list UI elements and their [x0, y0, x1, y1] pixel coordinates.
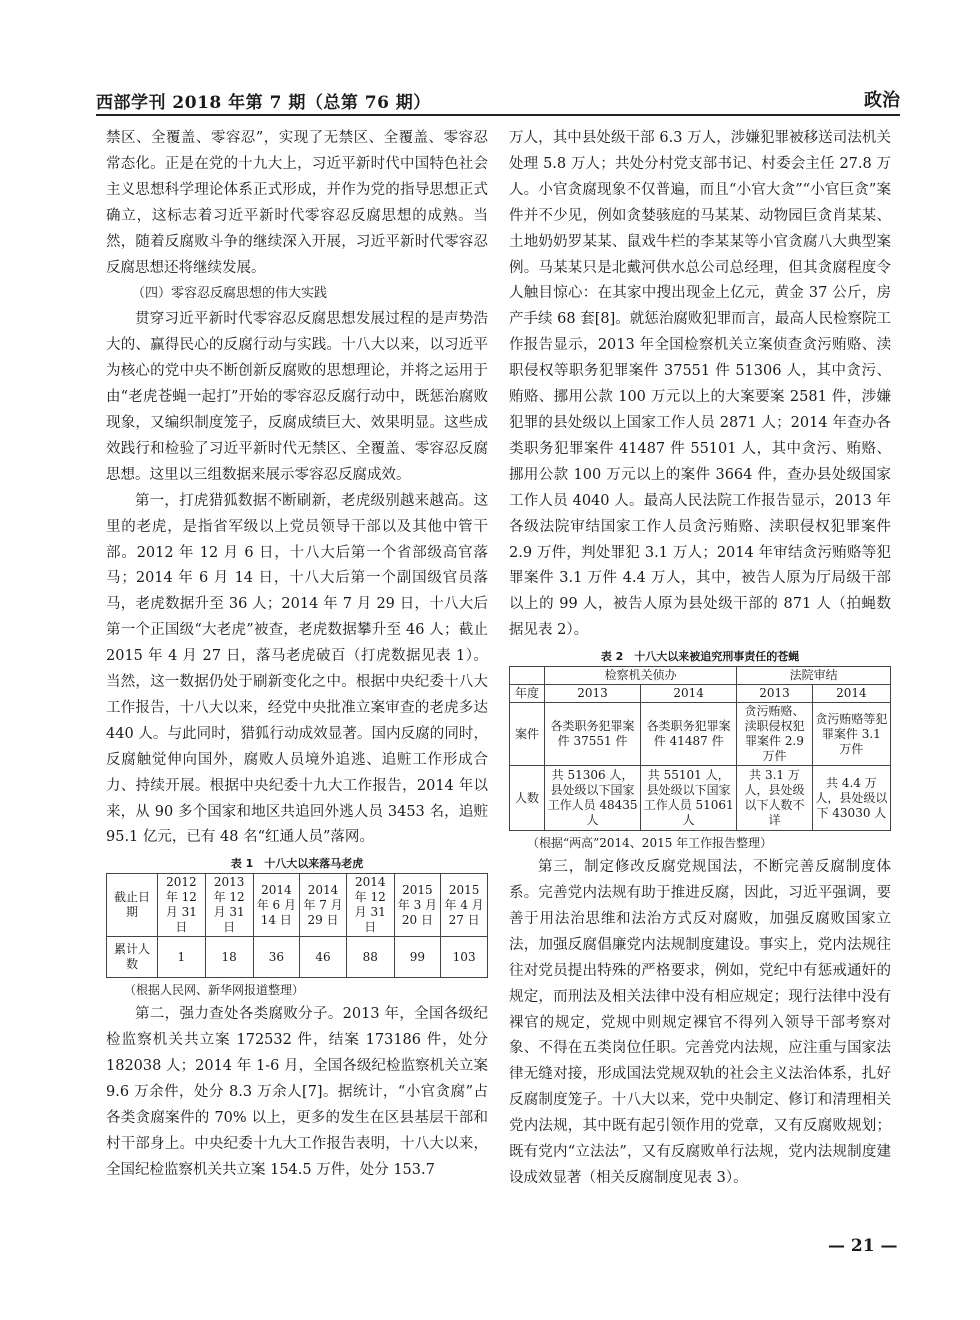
journal-title: 西部学刊 2018 年第 7 期（总第 76 期） [96, 93, 431, 113]
table-cell: 累计人数 [107, 937, 158, 978]
paragraph: 第二，强力查处各类腐败分子。2013 年，全国各级纪检监察机关共立案 172532 件，结案 173186 件，处分 182038 人；2014 年 1-6 月，全国各级纪检监察机关立案 9.6 万余件，处分 8.3 万余人[7]。据统计，“小官贪腐”占各类贪腐案件的 70% 以上，更多的发生在区县基层干部和村干部身上。中央纪委十九大工作报告表明，十八大以来，全国纪检监察机关共立案 154.5 万件，处分 153.7 [106, 1006, 488, 1178]
table-caption: 表 2 十八大以来被追究刑事责任的苍蝇 [600, 650, 800, 664]
paragraph: 第三，制定修改反腐党规国法，不断完善反腐制度体系。完善党内法规有助于推进反腐，因此，习近平强调，要善于用法治思维和法治方式反对腐败，加强反腐败国家立法，加强反腐倡廉党内法规制度建设。事实上，党内法规往往对党员提出特殊的严格要求，例如，党纪中有惩戒通奸的规定，而刑法及相关法律中没有相应规定；现行法律中没有裸官的规定，党规中则规定裸官不得列入领导干部考察对象、不得在五类岗位任职。完善党内法规，应注重与国家法律无缝对接，形成国法党规双轨的社会主义法治体系，扎好反腐制度笼子。十八大以来，党中央制定、修订和清理相关党内法规，其中既有起引领作用的党章，又有反腐败规划；既有党内“立法法”，又有反腐败单行法规，党内法规制度建设成效显著（相关反腐制度见表 3）。 [509, 859, 891, 1186]
table-cell: 2015 年 3 月 20 日 [394, 874, 441, 937]
table-cell: 2014 [641, 685, 737, 703]
table-cell [510, 667, 545, 685]
table-cell: 2014 年 12 月 31 日 [346, 874, 394, 937]
table-cell: 法院审结 [737, 667, 891, 685]
table-cell: 截止日期 [107, 874, 158, 937]
table-cell: 2012 年 12 月 31 日 [158, 874, 206, 937]
table-1 [106, 873, 488, 978]
table-cell: 案件 [510, 703, 545, 766]
paragraph: 禁区、全覆盖、零容忍”，实现了无禁区、全覆盖、零容忍常态化。正是在党的十九大上，习近平新时代中国特色社会主义思想科学理论体系正式形成，并作为党的指导思想正式确立，这标志着习近平新时代零容忍反腐思想的成熟。当然，随着反腐败斗争的继续深入开展，习近平新时代零容忍反腐思想还将继续发展。 [106, 130, 488, 276]
table-cell: 36 [253, 937, 300, 978]
table-row [107, 937, 488, 978]
table-cell: 各类职务犯罪案件 37551 件 [545, 703, 641, 766]
table-row [510, 685, 891, 703]
table-cell: 2013 [545, 685, 641, 703]
table-row [510, 766, 891, 831]
table-cell: 2013 年 12 月 31 日 [205, 874, 253, 937]
table-cell: 2014 年 7 月 29 日 [300, 874, 347, 937]
table-cell: 共 3.1 万人，县处级以下人数不详 [737, 766, 813, 831]
section-label: 政治 [864, 90, 900, 111]
table-cell: 各类职务犯罪案件 41487 件 [641, 703, 737, 766]
header-rule [96, 114, 900, 116]
table-caption: 表 1 十八大以来落马老虎 [230, 857, 364, 871]
page-header [96, 86, 900, 112]
paragraph: 贯穿习近平新时代零容忍反腐思想发展过程的是声势浩大的、赢得民心的反腐行动与实践。十八大以来，以习近平为核心的党中央不断创新反腐败的思想理论，并将之运用于由“老虎苍蝇一起打”开始的零容忍反腐行动中，既惩治腐败现象，又编织制度笼子，反腐成绩巨大、效果明显。这些成效践行和检验了习近平新时代无禁区、全覆盖、零容忍反腐思想。这里以三组数据来展示零容忍反腐成效。 [106, 311, 488, 483]
table-cell: 贪污贿赂等犯罪案件 3.1 万件 [812, 703, 890, 766]
table-source: （根据“两高”2014、2015 年工作报告整理） [527, 836, 773, 851]
table-cell: 共 4.4 万人，县处级以下 43030 人 [812, 766, 890, 831]
table-cell: 2013 [737, 685, 813, 703]
table-source: （根据人民网、新华网报道整理） [124, 983, 305, 998]
table-cell: 88 [346, 937, 394, 978]
table-cell: 共 51306 人，县处级以下国家工作人员 48435 人 [545, 766, 641, 831]
paragraph: 万人，其中县处级干部 6.3 万人，涉嫌犯罪被移送司法机关处理 5.8 万人；共处分村党支部书记、村委会主任 27.8 万人。小官贪腐现象不仅普遍，而且“小官大贪”“小官巨贪”案件并不少见，例如贪婪骇庭的马某某、动物园巨贪肖某某、土地奶奶罗某某、鼠戏牛栏的李某某等小官贪腐八大典型案例。马某某只是北戴河供水总公司总经理，但其贪腐程度令人触目惊心：在其家中搜出现金上亿元，黄金 37 公斤，房产手续 68 套[8]。就惩治腐败犯罪而言，最高人民检察院工作报告显示，2013 年全国检察机关立案侦查贪污贿赂、渎职侵权等职务犯罪案件 37551 件 51306 人，其中贪污、贿赂、挪用公款 100 万元以上的大案要案 2581 件，涉嫌犯罪的县处级以上国家工作人员 2871 人；2014 年查办各类职务犯罪案件 41487 件 55101 人，其中贪污、贿赂、挪用公款 100 万元以上的案件 3664 件，查办县处级国家工作人员 4040 人。最高人民法院工作报告显示，2013 年各级法院审结国家工作人员贪污贿赂、渎职侵权犯罪案件 2.9 万件，判处罪犯 3.1 万人；2014 年审结贪污贿赂等犯罪案件 3.1 万件 4.4 万人，其中，被告人原为厅局级干部以上的 99 人，被告人原为县处级干部的 871 人（拍蝇数据见表 2）。 [509, 130, 891, 639]
right-column [509, 126, 891, 1192]
paragraph: 第一，打虎猎狐数据不断刷新，老虎级别越来越高。这里的老虎，是指省军级以上党员领导干部以及其他中管干部。2012 年 12 月 6 日，十八大后第一个省部级高官落马；2014 年 6 月 14 日，十八大后第一个副国级官员落马，老虎数据升至 36 人；2014 年 7 月 29 日，十八大后第一个正国级“大老虎”被查，老虎数据攀升至 46 人；截止 2015 年 4 月 27 日，落马老虎破百（打虎数据见表 1）。当然，这一数据仍处于刷新变化之中。根据中央纪委十八大工作报告，十八大以来，经党中央批准立案审查的老虎多达 440 人。与此同时，猎狐行动成效显著。国内反腐的同时，反腐触觉伸向国外，腐败人员境外追逃、追赃工作形成合力、持续开展。根据中央纪委十九大工作报告，2014 年以来，从 90 多个国家和地区共追回外逃人员 3453 名，追赃 95.1 亿元，已有 48 名“红通人员”落网。 [106, 492, 488, 846]
page-number: — 21 — [828, 1236, 898, 1256]
table-row [510, 703, 891, 766]
table-row [510, 667, 891, 685]
table-cell: 2014 [812, 685, 890, 703]
table-cell: 103 [441, 937, 488, 978]
table-cell: 1 [158, 937, 206, 978]
table-cell: 检察机关侦办 [545, 667, 737, 685]
table-2 [509, 666, 891, 831]
left-column [106, 126, 488, 1184]
subheading: （四）零容忍反腐思想的伟大实践 [132, 286, 328, 302]
table-row [107, 874, 488, 937]
table-cell: 46 [300, 937, 347, 978]
table-cell: 共 55101 人，县处级以下国家工作人员 51061 人 [641, 766, 737, 831]
table-cell: 人数 [510, 766, 545, 831]
table-cell: 贪污贿赂、渎职侵权犯罪案件 2.9 万件 [737, 703, 813, 766]
table-cell: 年度 [510, 685, 545, 703]
table-cell: 18 [205, 937, 253, 978]
table-cell: 99 [394, 937, 441, 978]
table-cell: 2015 年 4 月 27 日 [441, 874, 488, 937]
table-cell: 2014 年 6 月 14 日 [253, 874, 300, 937]
